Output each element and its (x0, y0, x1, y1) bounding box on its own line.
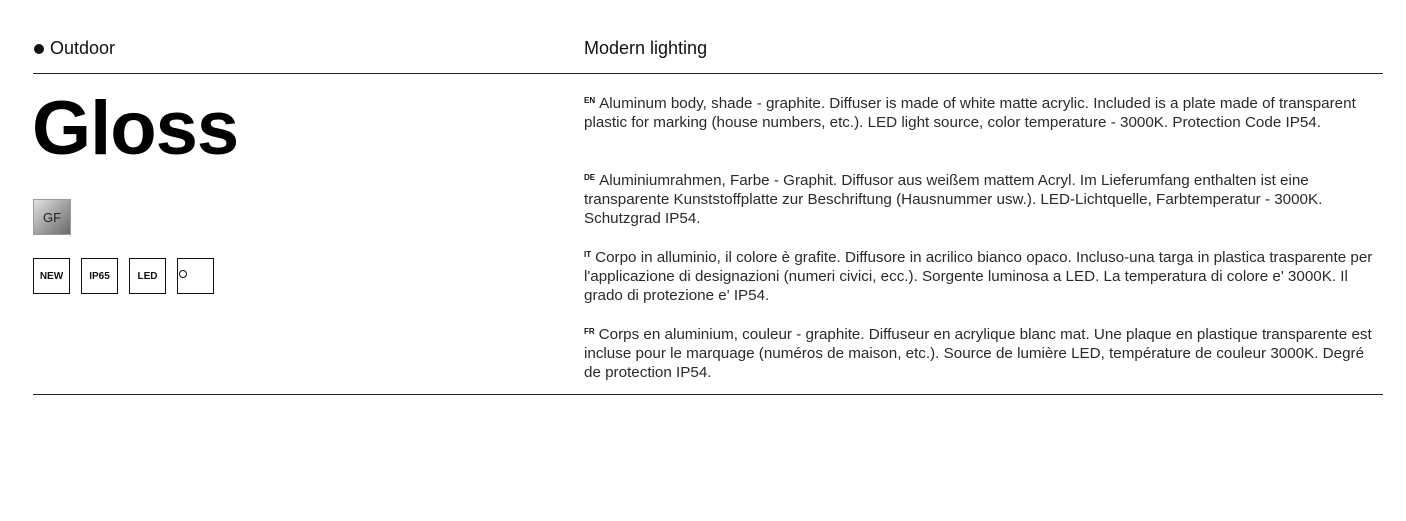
top-divider (33, 73, 1383, 74)
badge-new: NEW (33, 258, 70, 294)
lang-code-fr: FR (584, 327, 595, 336)
category-label (34, 38, 115, 59)
section-title: Modern lighting (584, 38, 708, 58)
finish-code: GF (42, 209, 62, 225)
description-text-fr: Corps en aluminium, couleur - graphite. Diffuseur en acrylique blanc mat. Une plaque en plastique transparente est incluse pour le marquage (numéros de maison, etc.). Source de lumière LED, température de couleur 3000K. Degré de protection IP54. (584, 326, 1372, 381)
lang-code-de: DE (584, 173, 596, 182)
badge-ip65: IP65 (81, 258, 118, 294)
description-text-de: Aluminiumrahmen, Farbe - Graphit. Diffusor aus weißem mattem Acryl. Im Lieferumfang enthalten ist eine transparente Kunststoffplatte zur Beschriftung (Hausnummer usw.). LED-Lichtquelle, Farbtemperatur - 3000K. Schutzgrad IP54. (584, 172, 1323, 227)
category-text: Outdoor (50, 38, 116, 58)
description-de (584, 168, 1384, 228)
bullet-dot-icon (34, 44, 44, 54)
badge-light-icon (177, 258, 214, 294)
description-fr (584, 322, 1384, 382)
lang-code-en: EN (584, 96, 596, 105)
finish-swatch (33, 199, 71, 235)
feature-badges (33, 258, 214, 294)
description-text-it: Corpo in alluminio, il colore è grafite. Diffusore in acrilico bianco opaco. Incluso-una targa in plastica trasparente per l'applicazione di designazioni (numeri civici, ecc.). Sorgente luminosa a LED. La temperatura di colore e' 3000K. Il grado di protezione e' IP54. (584, 249, 1373, 304)
badge-led: LED (129, 258, 166, 294)
description-en (584, 91, 1384, 132)
product-title: Gloss (32, 86, 239, 171)
circle-icon (179, 270, 187, 278)
description-text-en: Aluminum body, shade - graphite. Diffuser is made of white matte acrylic. Included is a plate made of transparent plastic for marking (house numbers, etc.). LED light source, color temperature - 3000K. Protection Code IP54. (584, 95, 1356, 131)
lang-code-it: IT (584, 250, 592, 259)
description-it (584, 245, 1384, 305)
bottom-divider (33, 394, 1383, 395)
